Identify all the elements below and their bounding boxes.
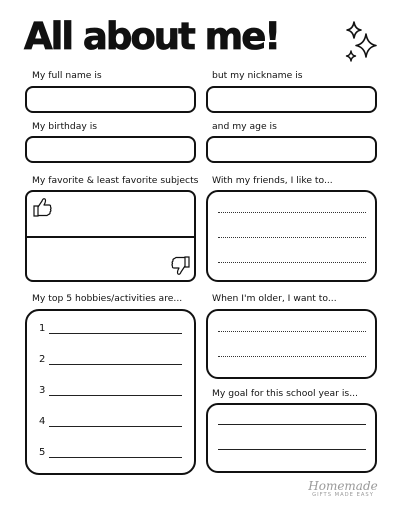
goal-line-2 (218, 449, 366, 450)
hobby-line-1 (49, 333, 182, 334)
sparkles-icon (344, 20, 380, 66)
friends-label: With my friends, I like to... (212, 175, 333, 186)
friends-line-1 (218, 212, 366, 213)
goal-box[interactable] (206, 403, 377, 473)
hobby-number: 5 (39, 447, 46, 458)
goal-label: My goal for this school year is... (212, 388, 358, 399)
age-label: and my age is (212, 121, 277, 132)
hobby-line-3 (49, 395, 182, 396)
friends-box[interactable] (206, 190, 377, 282)
brand-logo (306, 480, 380, 498)
older-box[interactable] (206, 309, 377, 379)
subjects-label: My favorite & least favorite subjects (32, 175, 199, 186)
older-line-2 (218, 356, 366, 357)
nickname-label: but my nickname is (212, 70, 303, 81)
hobby-number: 1 (39, 323, 46, 334)
age-field[interactable] (206, 136, 377, 163)
friends-line-3 (218, 262, 366, 263)
subjects-divider (27, 236, 194, 238)
hobby-line-2 (49, 364, 182, 365)
hobby-number: 4 (39, 416, 46, 427)
birthday-label: My birthday is (32, 121, 98, 132)
thumbs-up-icon (31, 196, 53, 218)
older-line-1 (218, 331, 366, 332)
hobbies-box[interactable] (25, 309, 196, 475)
page-title: All about me! (24, 15, 280, 58)
hobby-line-5 (49, 457, 182, 458)
hobby-line-4 (49, 426, 182, 427)
nickname-field[interactable] (206, 86, 377, 113)
friends-line-2 (218, 237, 366, 238)
hobby-number: 3 (39, 385, 46, 396)
hobbies-label: My top 5 hobbies/activities are... (32, 293, 183, 304)
brand-name: Homemade (308, 479, 378, 493)
birthday-field[interactable] (25, 136, 196, 163)
brand-tagline: GIFTS MADE EASY (312, 492, 374, 498)
thumbs-down-icon (170, 255, 192, 277)
full-name-label: My full name is (32, 70, 102, 81)
full-name-field[interactable] (25, 86, 196, 113)
hobby-number: 2 (39, 354, 46, 365)
goal-line-1 (218, 424, 366, 425)
older-label: When I'm older, I want to... (212, 293, 337, 304)
subjects-box[interactable] (25, 190, 196, 282)
